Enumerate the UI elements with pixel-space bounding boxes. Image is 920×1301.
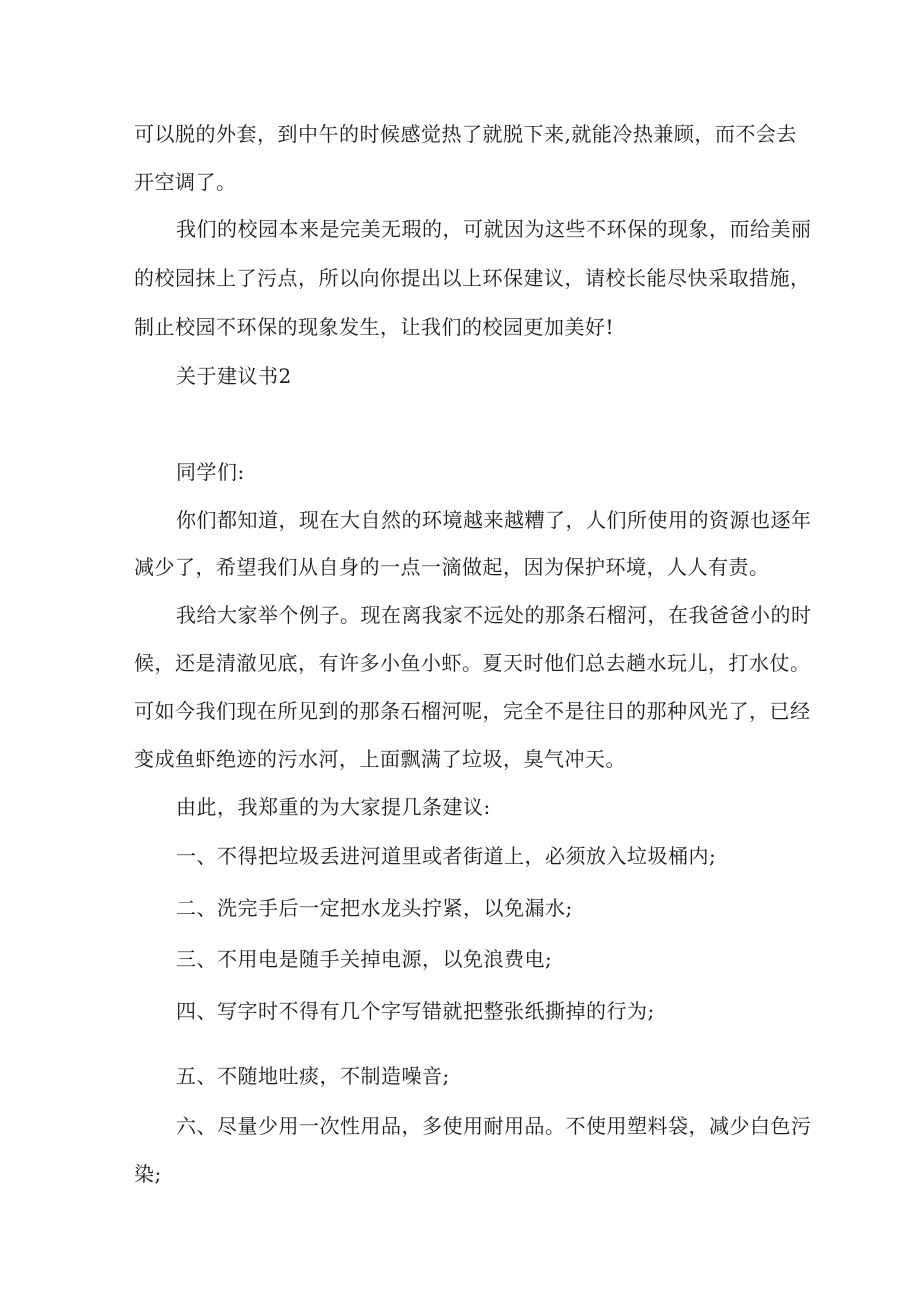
greeting: 同学们: [176,460,245,484]
suggestion-item: 一、不得把垃圾丢进河道里或者街道上，必须放入垃圾桶内; [176,844,717,868]
section-title: 关于建议书2 [176,364,292,388]
suggestion-6-line-1: 六、尽量少用一次性用品，多使用耐用品。不使用塑料袋，减少白色污 [176,1114,812,1138]
paragraph-3-line-2: 减少了，希望我们从自身的一点一滴做起，因为保护环境，人人有责。 [134,555,770,579]
paragraph-1-line-2: 开空调了。 [134,170,237,194]
paragraph-2-line-1: 我们的校园本来是完美无瑕的，可就因为这些不环保的现象，而给美丽 [176,217,812,241]
paragraph-2-line-2: 的校园抹上了污点，所以向你提出以上环保建议，请校长能尽快采取措施， [134,266,811,290]
paragraph-1-line-1: 可以脱的外套，到中午的时候感觉热了就脱下来,就能冷热兼顾，而不会去 [134,122,797,146]
suggestion-item: 二、洗完手后一定把水龙头拧紧，以免漏水; [176,896,573,920]
suggestion-item: 五、不随地吐痰，不制造噪音; [176,1064,450,1088]
paragraph-4-line-3: 可如今我们现在所见到的那条石榴河呢，完全不是往日的那种风光了，已经 [134,699,811,723]
paragraph-4-line-1: 我给大家举个例子。现在离我家不远处的那条石榴河，在我爸爸小的时 [176,603,812,627]
paragraph-4-line-2: 候，还是清澈见底，有许多小鱼小虾。夏天时他们总去趟水玩儿，打水仗。 [134,651,811,675]
paragraph-4-line-4: 变成鱼虾绝迹的污水河，上面飘满了垃圾，臭气冲天。 [134,747,626,771]
paragraph-2-line-3: 制止校园不环保的现象发生，让我们的校园更加美好! [134,315,615,339]
paragraph-3-line-1: 你们都知道，现在大自然的环境越来越糟了，人们所使用的资源也逐年 [176,508,812,532]
suggestion-6-line-2: 染; [134,1162,162,1186]
suggestion-item: 三、不用电是随手关掉电源，以免浪费电; [176,947,553,971]
suggestions-intro: 由此，我郑重的为大家提几条建议: [176,795,491,819]
suggestion-item: 四、写字时不得有几个字写错就把整张纸撕掉的行为; [176,999,655,1023]
